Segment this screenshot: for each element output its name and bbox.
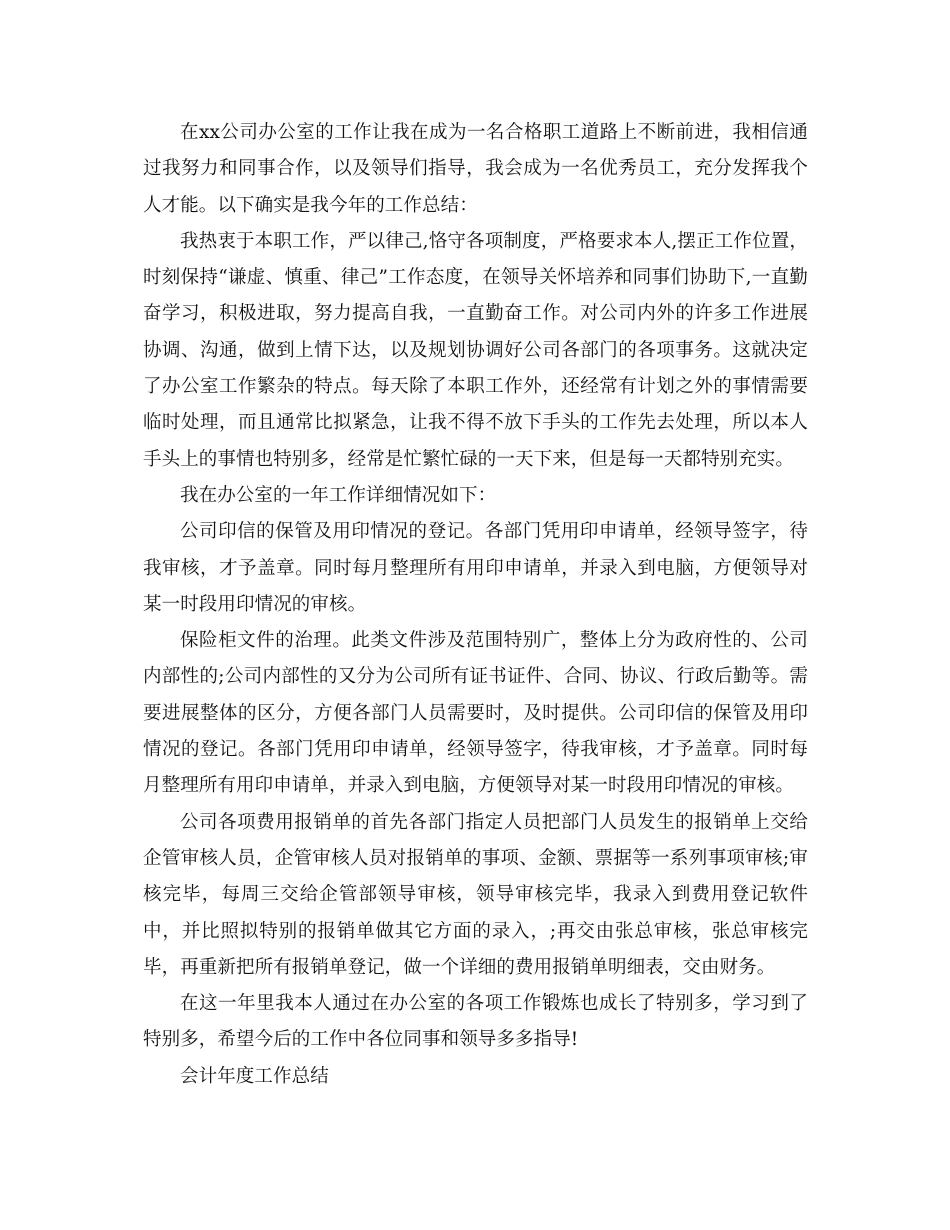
- paragraph-conclusion: 在这一年里我本人通过在办公室的各项工作锻炼也成长了特别多，学习到了特别多，希望今后的工作中各位同事和领导多多指导!: [143, 993, 808, 1051]
- document-body: [143, 115, 808, 1095]
- paragraph-details-heading: 我在办公室的一年工作详细情况如下：: [180, 484, 497, 506]
- paragraph-expense-reimbursement: 公司各项费用报销单的首先各部门指定人员把部门人员发生的报销单上交给企管审核人员，企管审核人员对报销单的事项、金额、票据等一系列事项审核;审核完毕，每周三交给企管部领导审核，领导审核完毕，我录入到费用登记软件中，并比照拟特别的报销单做其它方面的录入，;再交由张总审核，张总审核完毕，再重新把所有报销单登记，做一个详细的费用报销单明细表，交由财务。: [143, 811, 808, 978]
- paragraph-intro: 在xx公司办公室的工作让我在成为一名合格职工道路上不断前进，我相信通过我努力和同事合作，以及领导们指导，我会成为一名优秀员工，充分发挥我个人才能。以下确实是我今年的工作总结：: [143, 122, 808, 216]
- paragraph-seal-management: 公司印信的保管及用印情况的登记。各部门凭用印申请单，经领导签字，待我审核，才予盖章。同时每月整理所有用印申请单，并录入到电脑，方便领导对某一时段用印情况的审核。: [143, 521, 808, 615]
- paragraph-safe-files: 保险柜文件的治理。此类文件涉及范围特别广，整体上分为政府性的、公司内部性的;公司内部性的又分为公司所有证书证件、合同、协议、行政后勤等。需要进展整体的区分，方便各部门人员需要时，及时提供。公司印信的保管及用印情况的登记。各部门凭用印申请单，经领导签字，待我审核，才予盖章。同时每月整理所有用印申请单，并录入到电脑，方便领导对某一时段用印情况的审核。: [143, 630, 808, 797]
- paragraph-work-attitude: 我热衷于本职工作，严以律己,恪守各项制度，严格要求本人,摆正工作位置，时刻保持“谦虚、慎重、律己”工作态度，在领导关怀培养和同事们协助下,一直勤奋学习，积极进取，努力提高自我，一直勤奋工作。对公司内外的许多工作进展协调、沟通，做到上情下达，以及规划协调好公司各部门的各项事务。这就决定了办公室工作繁杂的特点。每天除了本职工作外，还经常有计划之外的事情需要临时处理，而且通常比拟紧急，让我不得不放下手头的工作先去处理，所以本人手头上的事情也特别多，经常是忙繁忙碌的一天下来，但是每一天都特别充实。: [143, 230, 808, 470]
- paragraph-next-title: 会计年度工作总结: [180, 1065, 329, 1087]
